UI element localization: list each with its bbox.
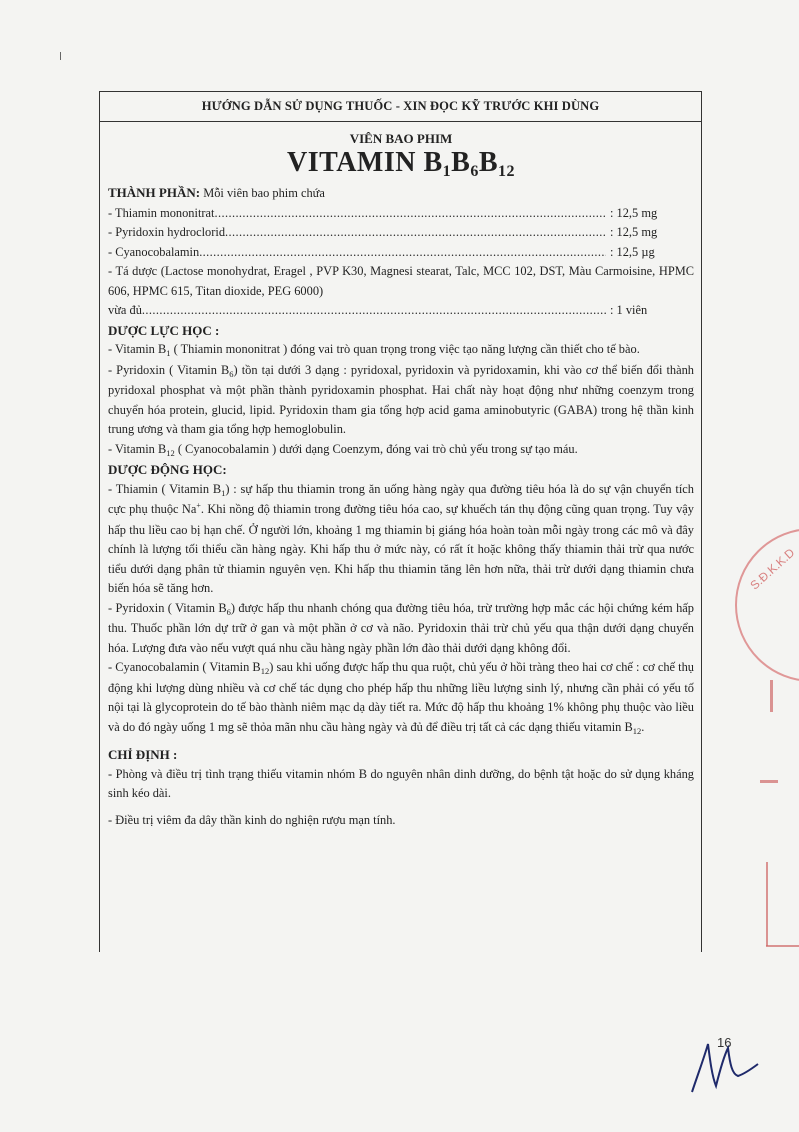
- subscript: 12: [260, 666, 270, 676]
- text-part: .: [641, 719, 645, 734]
- excipients-value: : 1 viên: [610, 303, 648, 317]
- leaflet-content: [100, 122, 701, 830]
- text-part: - Thiamin ( Vitamin B: [108, 481, 222, 496]
- text-part: ( Cyanocobalamin ) dưới dạng Coenzym, đóng vai trò chủ yếu trong sự tạo máu.: [174, 441, 578, 456]
- indication-item: - Điều trị viêm đa dây thần kinh do nghiện rượu mạn tính.: [108, 812, 396, 827]
- pharmacodynamics-b6: [108, 361, 694, 440]
- leader-dots: [214, 204, 606, 224]
- subscript: 12: [632, 725, 642, 736]
- ingredient-row: [108, 223, 694, 243]
- text-part: ) được hấp thu nhanh chóng qua đường tiêu hóa, trừ trường hợp mắc các hội chứng kém hấp thu. Thuốc phần lớn dự trữ ở gan và một phần ở cơ và não. Pyridoxin thải trừ chủ yếu qua thận dưới dạng chuyển hóa. Lượng đưa vào nếu vượt quá nhu cầu hàng ngày phần lớn đào thải dưới dạng không đổi.: [108, 600, 694, 655]
- text-part: - Vitamin B: [108, 342, 167, 356]
- text-part: ( Thiamin mononitrat ) đóng vai trò quan trọng trong việc tạo năng lượng cần thiết cho tế bào.: [170, 342, 640, 356]
- indication-item: - Phòng và điều trị tình trạng thiếu vitamin nhóm B do nguyên nhân dinh dưỡng, do bệnh tật hoặc do sử dụng kháng sinh kéo dài.: [108, 766, 694, 800]
- text-part: . Khi nồng độ thiamin trong đường tiêu hóa cao, sự khuếch tán thụ động cũng quan trọng. Tuy vậy hấp thu liều cao bị hạn chế. Ở người lớn, khoảng 1 mg thiamin bị giáng hóa hoàn toàn mỗi ngày trong các mô và đây chính là lượng tối thiểu cần hàng ngày. Khi hấp thu ở mức này, có rất ít hoặc không thấy thiamin thải trừ qua nước tiểu dưới dạng phân tử thiamin nguyên vẹn. Khi hấp thu thiamin tăng lên hơn nữa, thải trừ dưới dạng thiamin chưa biến hóa sẽ tăng hơn.: [108, 502, 694, 595]
- ingredient-value: : 12,5 µg: [610, 244, 655, 259]
- leaflet-box: [99, 91, 702, 952]
- excipients-text: - Tá dược (Lactose monohydrat, Eragel , PVP K30, Magnesi stearat, Talc, MCC 102, DST, Màu Carmoisine, HPMC 606, HPMC 615, Titan dioxide, PEG 6000): [108, 264, 694, 298]
- text-part: - Cyanocobalamin ( Vitamin B: [108, 660, 261, 674]
- title-sub-1: 1: [442, 163, 452, 180]
- indications-heading: CHỈ ĐỊNH :: [108, 747, 178, 762]
- ingredient-name: - Pyridoxin hydroclorid: [108, 225, 226, 239]
- stamp-text: S.Đ.K.K.D: [747, 545, 798, 593]
- ingredient-name: - Cyanocobalamin: [108, 244, 200, 259]
- page-number: 16: [717, 1035, 732, 1050]
- pharmacodynamics-heading: DƯỢC LỰC HỌC :: [108, 322, 220, 338]
- text-part: - Pyridoxin ( Vitamin B: [108, 362, 230, 377]
- composition-intro: Mỗi viên bao phim chứa: [203, 186, 325, 200]
- text-part: - Vitamin B: [108, 441, 167, 456]
- stamp-mark: [760, 780, 778, 783]
- pharmacokinetics-heading: DƯỢC ĐỘNG HỌC:: [108, 462, 227, 477]
- leader-dots: [142, 301, 606, 321]
- stamp-mark: [770, 680, 773, 712]
- leaflet-header: HƯỚNG DẪN SỬ DỤNG THUỐC - XIN ĐỌC KỸ TRƯỚC KHI DÙNG: [100, 92, 701, 122]
- stamp-mark: [766, 862, 768, 946]
- title-sub-12: 12: [498, 163, 516, 180]
- ingredient-row: [108, 204, 694, 224]
- title-sub-6: 6: [470, 163, 479, 180]
- subscript: 6: [229, 368, 234, 379]
- excipients-row: [108, 301, 694, 321]
- subscript: 12: [166, 447, 175, 458]
- pharmacokinetics-cyanocobalamin: [108, 658, 694, 738]
- subtitle: VIÊN BAO PHIM: [349, 131, 453, 146]
- pharmacodynamics-b1: [108, 340, 694, 361]
- text-part: ) tồn tại dưới 3 dạng : pyridoxal, pyridoxin và pyridoxamin, khi vào cơ thể biến đổi thành pyridoxal phosphat và một phần thành pyridoxamin phosphat. Hai chất này hoạt động như những coenzym trong chuyển hóa protein, glucid, lipid. Pyridoxin tham gia tổng hợp acid gama aminobutyric (GABA) trong hệ thần kinh trung ương và tham gia tổng hợp hemoglobulin.: [108, 362, 694, 436]
- leader-dots: [225, 223, 606, 243]
- text-part: - Pyridoxin ( Vitamin B: [108, 600, 227, 615]
- superscript: +: [196, 501, 201, 510]
- pharmacokinetics-pyridoxin: [108, 599, 694, 659]
- scan-mark: [60, 52, 61, 60]
- subscript: 1: [166, 348, 171, 358]
- ingredient-row: [108, 243, 694, 263]
- pharmacodynamics-b12: [108, 440, 694, 461]
- pharmacokinetics-thiamin: [108, 480, 694, 599]
- title-text: VITAMIN B: [286, 147, 443, 178]
- text-part: ) sau khi uống được hấp thu qua ruột, chủ yếu ở hồi tràng theo hai cơ chế : cơ chế thụ động khi lượng dùng nhiều và cơ chế tác dụng cho phép hấp thu những liều lượng sinh lý, nhưng cần phải có yếu tố nội tại là glycoprotein do tế bào thành niêm mạc dạ dày tiết ra. Mức độ hấp thu khoảng 1% không phụ thuộc vào liều và do đó ngày uống 1 mg sẽ thỏa mãn nhu cầu hàng ngày và đủ để điều trị tất cả các dạng thiếu vitamin B: [108, 660, 694, 734]
- subscript: 6: [226, 606, 231, 617]
- leader-dots: [199, 243, 606, 263]
- text-part: ) : sự hấp thu thiamin trong ăn uống hàng ngày qua đường tiêu hóa là do sự vận chuyển tích cực phụ thuộc Na: [108, 481, 694, 516]
- composition-heading-line: [108, 183, 694, 204]
- product-title: [108, 147, 694, 183]
- signature-icon: [684, 1030, 764, 1100]
- ingredient-value: : 12,5 mg: [610, 225, 658, 239]
- ingredient-value: : 12,5 mg: [610, 205, 658, 220]
- excipients-label: vừa đủ: [108, 303, 142, 317]
- subscript: 1: [221, 487, 226, 498]
- approval-stamp: [735, 528, 799, 682]
- title-b6: B: [451, 147, 471, 178]
- title-b12: B: [478, 147, 499, 178]
- ingredient-name: - Thiamin mononitrat: [108, 205, 215, 220]
- composition-heading: THÀNH PHẦN:: [108, 185, 201, 200]
- stamp-mark: [766, 945, 799, 947]
